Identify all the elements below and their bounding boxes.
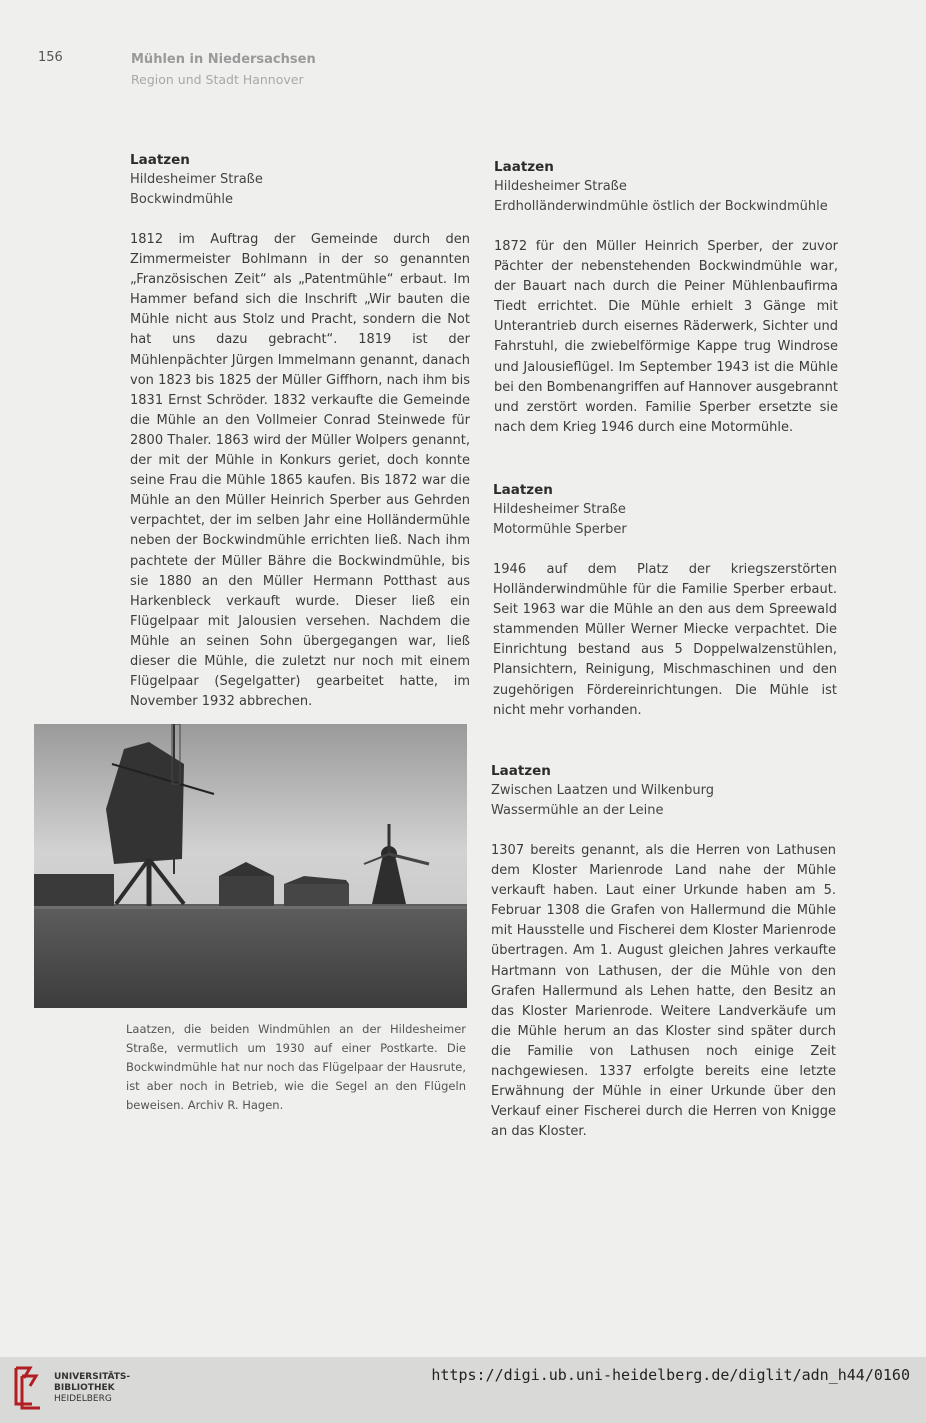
- entry-type: Wassermühle an der Leine: [491, 803, 664, 818]
- book-title: Mühlen in Niedersachsen: [131, 52, 316, 67]
- entry-location: Zwischen Laatzen und Wilkenburg: [491, 783, 714, 798]
- entry-motormuehle: [493, 480, 837, 721]
- library-line-1: UNIVERSITÄTS-: [54, 1372, 131, 1382]
- library-line-3: HEIDELBERG: [54, 1394, 112, 1404]
- entry-body: 1812 im Auftrag der Gemeinde durch den Zimmermeister Bohlmann in der so genannten „Französischen Zeit“ als „Patentmühle“ erbaut. Im Hammer befand sich die Inschrift „Wir bauten die Mühle nicht aus Stolz und Pracht, sondern die Not hat uns dazu gebracht“. 1819 ist der Mühlenpächter Jürgen Immelmann genannt, danach von 1823 bis 1825 der Müller Giffhorn, nach ihm bis 1831 Ernst Schröder. 1832 verkaufte die Gemeinde die Mühle an den Vollmeier Conrad Steinwede für 2800 Thaler. 1863 wird der Müller Wolpers genannt, der mit der Mühle in Konkurs geriet, doch konnte seine Frau die Mühle 1865 kaufen. Bis 1872 war die Mühle an den Müller Heinrich Sperber aus Gehrden verpachtet, der im selben Jahr eine Holländermühle neben der Bockwindmühle errichten ließ. Nach ihm pachtete der Müller Bähre die Bockwindmühle, bis sie 1880 an den Müller Hermann Potthast aus Harkenbleck verkauft wurde. Dieser ließ ein Flügelpaar mit Jalousien versehen. Nachdem die Mühle an seinen Sohn übergegangen war, ließ dieser die Mühle, die zuletzt nur noch mit einem Flügelpaar (Segelgatter) gearbeitet hatte, im November 1932 abbrechen.: [130, 232, 470, 710]
- book-subtitle: Region und Stadt Hannover: [131, 72, 304, 87]
- entry-title: Laatzen: [130, 152, 190, 168]
- library-line-2: BIBLIOTHEK: [54, 1383, 115, 1393]
- windmill-photo-illustration: [34, 724, 467, 1008]
- entry-title: Laatzen: [494, 159, 554, 175]
- windmill-photo: [34, 724, 467, 1008]
- entry-body: 1307 bereits genannt, als die Herren von Lathusen dem Kloster Marienrode Land nahe der Mühle verkauft haben. Laut einer Urkunde haben am 5. Februar 1308 die Grafen von Hallermund die Mühle mit Hausstelle und Fischerei dem Kloster Marienrode übertragen. Am 1. August gleichen Jahres verkaufte Hartmann von Lathusen, der die Mühle von den Grafen Hallermund als Lehen hatte, den Besitz an das Kloster Marienrode. Weitere Landverkäufe um die Mühle herum an das Kloster sind später durch die Familie von Lathusen noch einige Zeit nachgewiesen. 1337 erfolgte bereits eine letzte Erwähnung der Mühle in einer Urkunde über den Verkauf einer Fischerei durch die Herren von Knigge an das Kloster.: [491, 843, 836, 1140]
- entry-location: Hildesheimer Straße: [130, 172, 263, 187]
- entry-body: 1872 für den Müller Heinrich Sperber, der zuvor Pächter der nebenstehenden Bockwindmühle war, der Bauart nach durch die Peiner Mühlenbaufirma Tiedt errichtet. Die Mühle erhielt 3 Gänge mit Unterantrieb durch eisernes Räderwerk, Sichter und Fahrstuhl, die zwiebelförmige Kappe trug Windrose und Jalousieflügel. Im September 1943 ist die Mühle bei den Bombenangriffen auf Hannover ausgebrannt und zerstört worden. Familie Sperber ersetzte sie nach dem Krieg 1946 durch eine Motormühle.: [494, 239, 839, 435]
- entry-type: Erdholländerwindmühle östlich der Bockwindmühle: [494, 199, 828, 214]
- entry-type: Motormühle Sperber: [493, 522, 627, 537]
- running-head: [131, 52, 316, 87]
- entry-title: Laatzen: [491, 763, 551, 779]
- entry-location: Hildesheimer Straße: [494, 179, 627, 194]
- entry-location: Hildesheimer Straße: [493, 502, 626, 517]
- entry-erdhollaender: [494, 157, 838, 438]
- entry-type: Bockwindmühle: [130, 192, 234, 207]
- entry-wassermuehle: [491, 761, 836, 1142]
- library-logo-icon: [10, 1364, 50, 1410]
- entry-bockwindmuehle: [130, 150, 470, 712]
- source-url-link[interactable]: https://digi.ub.uni-heidelberg.de/diglit/adn_h44/0160: [431, 1366, 910, 1384]
- figure-caption: Laatzen, die beiden Windmühlen an der Hildesheimer Straße, vermutlich um 1930 auf einer Postkarte. Die Bockwindmühle hat nur noch das Flügelpaar der Hausrute, ist aber noch in Betrieb, wie die Segel an den Flügeln beweisen. Archiv R. Hagen.: [126, 1022, 466, 1112]
- entry-body: 1946 auf dem Platz der kriegszerstörten Holländerwindmühle für die Familie Sperber erbaut. Seit 1963 war die Mühle an den aus dem Spreewald stammenden Müller Werner Miecke verpachtet. Die Einrichtung bestand aus 5 Doppelwalzenstühlen, Plansichtern, Reinigung, Mischmaschinen und den zugehörigen Fördereinrichtungen. Die Mühle ist nicht mehr vorhanden.: [493, 562, 837, 718]
- library-name: [54, 1372, 130, 1405]
- entry-title: Laatzen: [493, 482, 553, 498]
- page-number: 156: [38, 50, 63, 65]
